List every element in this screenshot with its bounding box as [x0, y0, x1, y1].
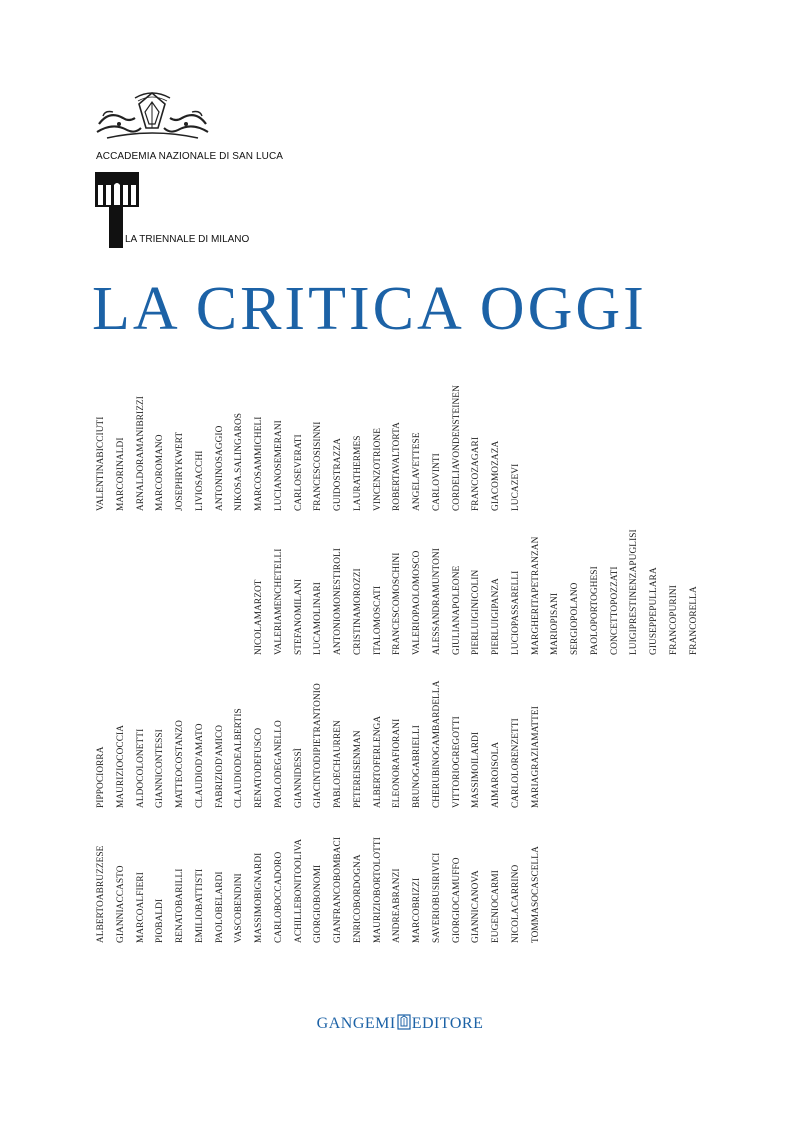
author-name-mid: MARGHERITAPETRANZAN [530, 536, 541, 655]
author-name-low: PAOLODEGANELLO [273, 720, 284, 808]
author-name-mid: FRANCORELLA [688, 586, 699, 655]
author-name-top: MARCOROMANO [155, 434, 166, 511]
author-name-bot: CARLOBOCCADORO [273, 851, 284, 943]
author-name-low: CHERUBINOGAMBARDELLA [431, 680, 442, 808]
author-name-mid: NICOLAMARZOT [254, 579, 264, 655]
author-name-low: CARLOLORENZETTI [510, 718, 521, 808]
author-name-mid: CRISTINAMOROZZI [352, 568, 363, 655]
academy-name: ACCADEMIA NAZIONALE DI SAN LUCA [96, 151, 284, 162]
author-name-bot: ACHILLEBONITOOLIVA [293, 838, 304, 943]
author-name-bot: MAURIZIOBORTOLOTTI [372, 837, 383, 943]
author-name-bot: GIORGIOBONOMI [313, 864, 324, 943]
author-name-mid: FRANCESCOMOSCHINI [392, 552, 403, 655]
author-name-low: FABRIZIOD'AMICO [214, 724, 225, 808]
author-name-top: FRANCOZAGARI [471, 436, 482, 511]
author-name-bot: GIANFRANCOBOMBACI [333, 836, 343, 943]
author-name-mid: PIERLUIGIPANZA [491, 578, 501, 655]
author-name-top: LAURATHERMES [352, 435, 363, 511]
author-name-top: CORDELIAVONDENSTEINEN [451, 385, 462, 511]
publisher-imprint [0, 1014, 800, 1035]
author-name-top: VINCENZOTRIONE [372, 428, 383, 511]
author-name-bot: NICOLACARRINO [510, 864, 521, 943]
author-name-low: GIACINTODIPIETRANTONIO [313, 683, 324, 808]
author-name-top: LUCIANOSEMERANI [273, 420, 284, 511]
author-name-top: VALENTINABICCIUTI [96, 416, 106, 511]
author-name-mid: PIERLUIGINICOLIN [471, 569, 482, 655]
author-name-mid: ANTONIOMONESTIROLI [333, 548, 343, 655]
author-name-top: CARLOSEVERATI [293, 434, 304, 511]
author-name-mid: FRANCOPURINI [668, 585, 679, 655]
author-name-low: ALDOCOLONETTI [135, 728, 146, 808]
author-name-bot: TOMMASOCASCELLA [530, 846, 541, 943]
author-name-bot: MARCOALFIERI [135, 872, 146, 943]
triennale-name: LA TRIENNALE DI MILANO [125, 234, 250, 245]
author-name-low: MASSIMOILARDI [471, 731, 482, 808]
author-name-mid: VALERIAMENCHETELLI [273, 548, 284, 655]
author-name-mid: MARIOPISANI [550, 592, 561, 655]
author-name-bot: EUGENIOCARMI [491, 870, 501, 943]
author-name-bot: GIORGIOCAMUFFO [451, 857, 462, 943]
author-name-low: ALBERTOFERLENGA [372, 715, 383, 808]
author-name-low: PABLOECHAURREN [333, 720, 343, 808]
author-name-bot: PAOLOBELARDI [214, 871, 225, 943]
author-name-low: MAURIZIOCOCCIA [115, 724, 126, 808]
author-name-top: MARCOSAMMICHELI [254, 416, 264, 511]
author-name-top: MARCORINALDI [115, 437, 126, 511]
author-name-low: PETEREISENMAN [352, 730, 363, 808]
author-name-top: ANTONINOSAGGIO [214, 425, 225, 511]
author-name-bot: PIOBALDI [155, 898, 166, 943]
author-name-low: GIANNIDESSÌ [293, 748, 304, 808]
author-name-top: ARNALDORAMANIBRIZZI [135, 395, 146, 511]
author-name-mid: LUCIOPASSARELLI [510, 570, 521, 655]
author-name-mid: GIULIANAPOLEONE [451, 565, 462, 655]
publisher-name-right: EDITORE [411, 1015, 484, 1032]
author-name-bot: EMILIOBATTISTI [194, 868, 205, 943]
academy-emblem-logo [95, 88, 210, 144]
author-name-mid: GIUSEPPEPULLARA [649, 567, 659, 655]
author-name-low: MATTEOCOSTANZO [175, 720, 185, 808]
author-name-mid: SERGIOPOLANO [570, 582, 580, 655]
author-name-low: CLAUDIODEALBERTIS [234, 708, 245, 808]
author-name-top: JOSEPHRYKWERT [175, 431, 185, 511]
author-name-bot: GIANNIACCASTO [115, 865, 126, 943]
author-name-top: FRANCESCOSISINNI [313, 421, 324, 511]
author-name-low: RENATODEFUSCO [254, 727, 264, 808]
author-name-bot: ENRICOBORDOGNA [352, 854, 363, 943]
author-name-mid: ALESSANDRAMUNTONI [431, 548, 442, 655]
book-title: LA CRITICA OGGI [92, 275, 647, 343]
author-name-mid: ITALOMOSCATI [372, 585, 383, 655]
author-name-bot: RENATOBARILLI [175, 868, 185, 943]
author-name-bot: MARCOBRIZZI [412, 877, 422, 943]
author-name-low: MARIAGRAZIAMATTEI [530, 706, 541, 808]
author-name-bot: VASCOBENDINI [234, 873, 245, 943]
author-name-bot: ALBERTOABRUZZESE [96, 845, 106, 943]
author-name-bot: MASSIMOBIGNARDI [254, 852, 264, 943]
author-name-top: NIKOSA.SALINGAROS [234, 412, 245, 511]
author-name-top: LUCAZEVI [510, 463, 521, 511]
author-name-low: AIMAROISOLA [491, 741, 501, 808]
author-name-low: CLAUDIOD'AMATO [194, 723, 205, 808]
author-name-top: GIACOMOZAZA [491, 440, 501, 511]
author-name-bot: ANDREABRANZI [392, 868, 403, 943]
author-name-top: GUIDOSTRAZZA [333, 438, 343, 511]
author-name-mid: STEFANOMILANI [293, 578, 304, 655]
author-name-top: ROBERTAVALTORTA [392, 422, 403, 511]
author-name-top: CARLOVINTI [431, 453, 442, 511]
author-name-low: GIANNICONTESSI [155, 729, 166, 808]
author-name-top: ANGELAVETTESE [412, 432, 422, 511]
author-name-top: LIVIOSACCHI [194, 450, 205, 511]
author-name-mid: LUCAMOLINARI [313, 582, 324, 655]
author-name-bot: SAVERIOBUSIRIVICI [431, 852, 442, 943]
author-name-bot: GIANNICANOVA [471, 870, 482, 943]
publisher-name-left: GANGEMI [316, 1015, 396, 1032]
publisher-emblem-icon [397, 1014, 411, 1035]
author-name-low: PIPPOCIORRA [96, 746, 106, 808]
author-name-mid: LUIGIPRESTINENZAPUGLISI [629, 529, 640, 655]
author-name-low: ELEONORAFIORANI [392, 718, 403, 808]
author-name-low: VITTORIOGREGOTTI [451, 716, 462, 808]
author-name-mid: VALERIOPAOLOMOSCO [412, 550, 422, 655]
author-name-mid: PAOLOPORTOGHESI [589, 566, 600, 655]
author-name-mid: CONCETTOPOZZATI [609, 566, 620, 655]
author-name-low: BRUNOGABRIELLI [412, 724, 422, 808]
